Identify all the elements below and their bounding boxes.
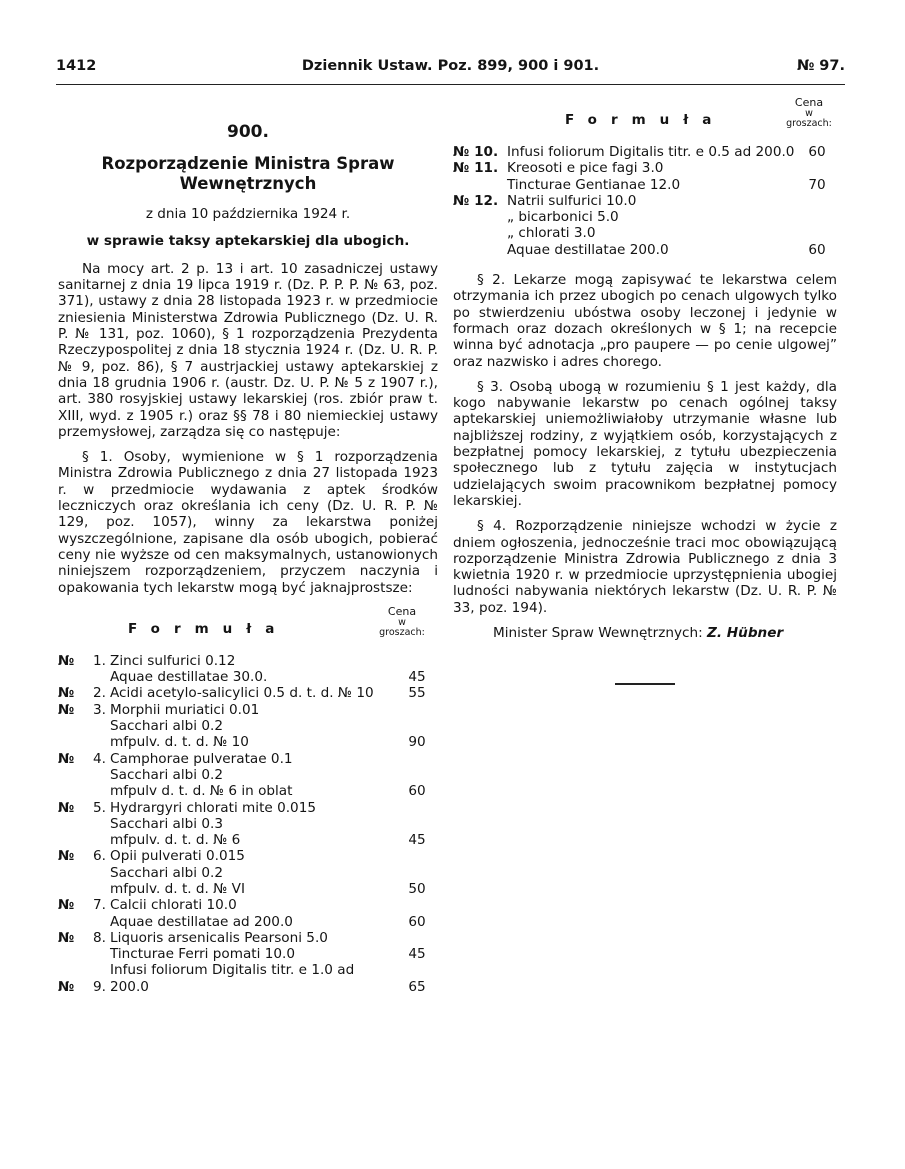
formula-list-right (453, 144, 837, 258)
formula-row (453, 225, 837, 241)
formula-text: Camphorae pulveratae 0.1 (110, 750, 293, 767)
formula-text: Liquoris arsenicalis Pearsoni 5.0 (110, 929, 328, 946)
formula-no-sign: № (58, 897, 75, 914)
formula-no-sign: № (58, 978, 75, 995)
formula-no: № 12. (453, 192, 499, 209)
formula-text: „ bicarbonici 5.0 (507, 209, 619, 226)
section-3: § 3. Osobą ubogą w rozumieniu § 1 jest każdy, dla kogo nabywanie lekarstw po cenach ogólnej taksy aptekarskiej uniemożliwiałoby utrzymanie własne lub najbliższej rodziny, z wyjątkiem osób, korzystających z bezpłatnej pomocy lekarskiej, z tytułu ubezpieczenia społecznego lub z tytułu zajęcia w instytucjach udzielających swoim pracownikom bezpłatnej pomocy lekarskiej. (453, 378, 837, 509)
price-heading-right (781, 96, 837, 129)
header-rule (56, 84, 845, 85)
right-column (453, 96, 837, 685)
journal-title: Dziennik Ustaw. Poz. 899, 900 i 901. (301, 58, 600, 74)
price-heading-right-line-2: w groszach: (786, 108, 832, 129)
formula-row (58, 783, 438, 799)
formula-table-header (58, 605, 438, 649)
formula-row (58, 685, 438, 701)
left-column (58, 96, 438, 995)
formula-no-sign: № (58, 750, 75, 767)
formula-index: 2. (93, 685, 106, 702)
formula-no-sign: № (58, 848, 75, 865)
decree-subject: w sprawie taksy aptekarskiej dla ubogich. (86, 232, 410, 249)
formula-text: Sacchari albi 0.3 (110, 815, 223, 832)
formula-text: Zinci sulfurici 0.12 (110, 652, 236, 669)
formula-row (453, 177, 837, 193)
formula-row (58, 751, 438, 767)
formula-row (453, 144, 837, 160)
formula-price: 60 (408, 783, 426, 800)
title-line-2: Wewnętrznych (179, 174, 317, 194)
formula-index: 4. (93, 750, 106, 767)
formula-row (453, 209, 837, 225)
formula-heading: Formuła (128, 620, 289, 637)
formula-text: Infusi foliorum Digitalis titr. e 0.5 ad 200.0 (507, 144, 795, 160)
section-1: § 1. Osoby, wymienione w § 1 rozporządzenia Ministra Zdrowia Publicznego z dnia 27 listopada 1923 r. w przedmiocie wydawania z aptek środków leczniczych oraz określania ich ceny (Dz. U. R. P. № 129, poz. 1057), winny za lekarstwa poniżej wyszczególnione, zapisane dla osób ubogich, pobierać ceny nie wyższe od cen maksymalnych, ustanowionych niniejszem rozporządzeniem, przyczem naczynia i opakowania tych lekarstw mogą być jaknajprostsze: (58, 449, 438, 596)
page-header (56, 58, 845, 78)
formula-text: Sacchari albi 0.2 (110, 766, 223, 783)
formula-no-sign: № (58, 652, 75, 669)
price-heading-line-2: w groszach: (379, 616, 425, 638)
formula-index: 7. (93, 897, 106, 914)
formula-price: 45 (408, 832, 426, 849)
section-2: § 2. Lekarze mogą zapisywać te lekarstwa celem otrzymania ich przez ubogich po cenach ulgowych tylko po stwierdzeniu ubóstwa osoby leczonej i jedynie w formach oraz dozach określonych w § 1; na recepcie winna być adnotacja „pro paupere — po cenie ulgowej” oraz nazwisko i adres chorego. (453, 272, 837, 370)
formula-text: mfpulv d. t. d. № 6 in oblat (110, 783, 293, 800)
formula-list-left (58, 653, 438, 995)
formula-text: „ chlorati 3.0 (507, 225, 596, 242)
formula-text: Infusi foliorum Digitalis titr. e 1.0 ad 200.0 (110, 962, 355, 995)
formula-text: Sacchari albi 0.2 (110, 718, 223, 735)
formula-row (58, 832, 438, 848)
formula-price: 70 (808, 176, 826, 193)
formula-price: 65 (408, 978, 426, 995)
issue-number: № 97. (796, 58, 845, 74)
signature (453, 625, 837, 641)
formula-row (58, 816, 438, 832)
formula-text: Tincturae Gentianae 12.0 (507, 176, 681, 193)
formula-text: Opii pulverati 0.015 (110, 848, 245, 865)
price-heading-line-1: Cena (387, 604, 417, 618)
formula-row (58, 702, 438, 718)
formula-row (58, 767, 438, 783)
formula-row (58, 897, 438, 913)
formula-row (58, 946, 438, 962)
formula-row (453, 193, 837, 209)
formula-text: Hydrargyri chlorati mite 0.015 (110, 799, 317, 816)
formula-price: 45 (408, 669, 426, 686)
decree-number: 900. (227, 122, 269, 142)
formula-text: mfpulv. d. t. d. № VI (110, 880, 245, 897)
formula-text: Aquae destillatae ad 200.0 (110, 913, 293, 930)
formula-text: Tincturae Ferri pomati 10.0 (110, 946, 295, 963)
formula-price: 50 (408, 880, 426, 897)
formula-price: 90 (408, 734, 426, 751)
formula-row (453, 160, 837, 176)
formula-price: 60 (808, 144, 826, 160)
formula-index: 1. (93, 652, 106, 669)
page-number: 1412 (56, 58, 97, 74)
formula-row (58, 653, 438, 669)
formula-row (58, 734, 438, 750)
formula-no-sign: № (58, 685, 75, 702)
formula-text: Morphii muriatici 0.01 (110, 701, 260, 718)
formula-row (58, 718, 438, 734)
decree-date: z dnia 10 października 1924 r. (145, 206, 351, 223)
formula-row (58, 881, 438, 897)
formula-text: Kreosoti e pice fagi 3.0 (507, 160, 664, 177)
formula-text: Aquae destillatae 30.0. (110, 669, 268, 686)
price-heading-right-line-1: Cena (794, 96, 824, 109)
formula-no-sign: № (58, 701, 75, 718)
formula-row (453, 242, 837, 258)
formula-text: Aquae destillatae 200.0 (507, 241, 669, 258)
formula-row (58, 800, 438, 816)
formula-index: 6. (93, 848, 106, 865)
formula-row (58, 930, 438, 946)
formula-text: Calcii chlorati 10.0 (110, 897, 237, 914)
formula-row (58, 865, 438, 881)
decree-title (58, 154, 438, 194)
formula-price: 60 (808, 241, 826, 258)
formula-text: Sacchari albi 0.2 (110, 864, 223, 881)
formula-no-sign: № (58, 799, 75, 816)
formula-price: 45 (408, 946, 426, 963)
formula-text: Natrii sulfurici 10.0 (507, 192, 637, 209)
end-rule (615, 683, 675, 685)
formula-price: 60 (408, 913, 426, 930)
signature-name: Z. Hübner (707, 625, 784, 642)
formula-no-sign: № (58, 929, 75, 946)
price-heading (374, 605, 430, 638)
formula-index: 3. (93, 701, 106, 718)
signature-prefix: Minister Spraw Wewnętrznych: (493, 625, 703, 642)
formula-no: № 11. (453, 160, 499, 177)
formula-row (58, 848, 438, 864)
formula-index: 5. (93, 799, 106, 816)
formula-text: mfpulv. d. t. d. № 10 (110, 734, 249, 751)
formula-heading-right: Formuła (565, 112, 726, 128)
formula-no: № 10. (453, 144, 499, 160)
title-line-1: Rozporządzenie Ministra Spraw (101, 154, 395, 174)
formula-row (58, 914, 438, 930)
section-4: § 4. Rozporządzenie niniejsze wchodzi w życie z dniem ogłoszenia, jednocześnie traci moc obowiązującą rozporządzenie Ministra Zdrowia Publicznego z dnia 3 kwietnia 1920 r. w przedmiocie uprzystępnienia ubogiej ludności nabywania niektórych lekarstw (Dz. U. R. P. № 33, poz. 194). (453, 518, 837, 616)
intro-paragraph: Na mocy art. 2 p. 13 i art. 10 zasadniczej ustawy sanitarnej z dnia 19 lipca 1919 r. (Dz. P. P. P. № 63, poz. 371), ustawy z dnia 28 listopada 1923 r. w przedmiocie zniesienia Ministerstwa Zdrowia Publicznego (Dz. U. R. P. № 131, poz. 1060), § 1 rozporządzenia Prezydenta Rzeczypospolitej z dnia 18 stycznia 1924 r. (Dz. U. R. P. № 9, poz. 86), § 7 austrjackiej ustawy aptekarskiej z dnia 18 grudnia 1906 r. (austr. Dz. U. P. № 5 z 1907 r.), art. 380 rosyjskiej ustawy lekarskiej (ros. zbiór praw t. XIII, wyd. z 1905 r.) oraz §§ 78 i 80 niemieckiej ustawy przemysłowej, zarządza się co następuje: (58, 260, 438, 440)
formula-table-header-right (453, 96, 837, 140)
formula-text: Acidi acetylo-salicylici 0.5 d. t. d. № 10 (110, 685, 374, 702)
formula-row (58, 669, 438, 685)
formula-text: mfpulv. d. t. d. № 6 (110, 832, 241, 849)
formula-index: 8. (93, 929, 106, 946)
formula-index: 9. (93, 978, 106, 995)
formula-row (58, 962, 438, 995)
formula-price: 55 (408, 685, 426, 702)
